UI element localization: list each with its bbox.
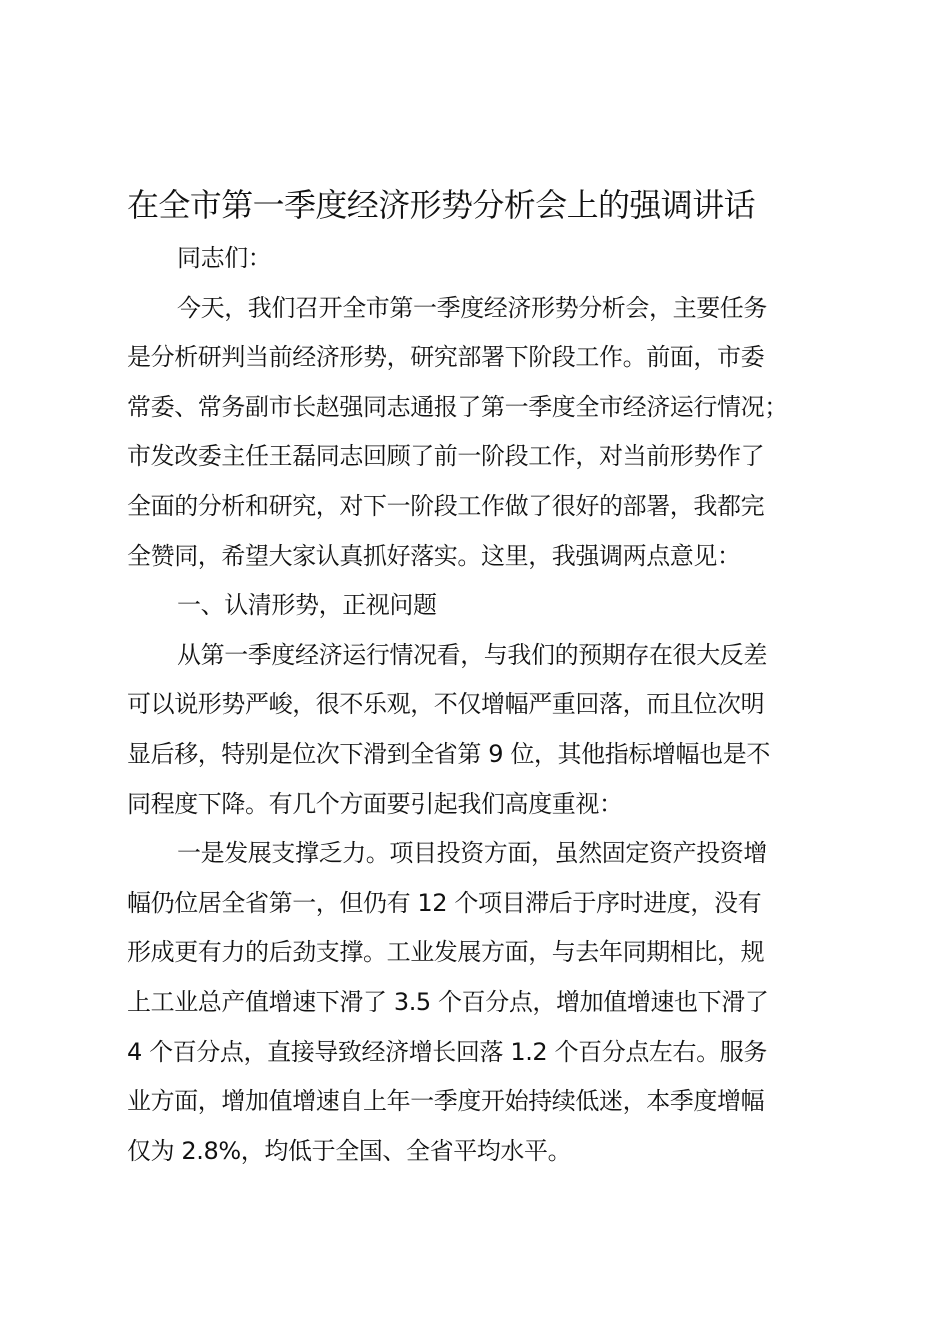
paragraph-line: 是分析研判当前经济形势，研究部署下阶段工作。前面，市委 [127,343,765,372]
paragraph-line: 从第一季度经济运行情况看，与我们的预期存在很大反差 [177,640,767,669]
paragraph-line: 同程度下降。有几个方面要引起我们高度重视： [127,789,623,818]
section-heading-1 [127,581,833,631]
paragraph-support [127,829,833,1176]
paragraph-line: 一是发展支撑乏力。项目投资方面，虽然固定资产投资增 [177,839,767,868]
paragraph-situation [127,631,833,829]
paragraph-line: 全赞同，希望大家认真抓好落实。这里，我强调两点意见： [127,541,741,570]
section-heading-text: 一、认清形势，正视问题 [177,591,437,620]
paragraph-line: 常委、常务副市长赵强同志通报了第一季度全市经济运行情况； [127,392,788,421]
document-page [127,176,833,1176]
document-title: 在全市第一季度经济形势分析会上的强调讲话 [127,186,756,224]
paragraph-line: 可以说形势严峻，很不乐观，不仅增幅严重回落，而且位次明 [127,690,765,719]
paragraph-line: 幅仍位居全省第一，但仍有 12 个项目滞后于序时进度，没有 [127,888,762,917]
paragraph-line: 全面的分析和研究，对下一阶段工作做了很好的部署，我都完 [127,491,765,520]
paragraph-line: 业方面，增加值增速自上年一季度开始持续低迷，本季度增幅 [127,1087,765,1116]
greeting-line: 同志们： [177,244,272,272]
paragraph-line: 市发改委主任王磊同志回顾了前一阶段工作，对当前形势作了 [127,442,765,471]
paragraph-line: 4 个百分点，直接导致经济增长回落 1.2 个百分点左右。服务 [127,1037,767,1066]
paragraph-line: 形成更有力的后劲支撑。工业发展方面，与去年同期相比，规 [127,938,765,967]
paragraph-line: 今天，我们召开全市第一季度经济形势分析会，主要任务 [177,293,767,322]
paragraph-intro [127,284,833,582]
paragraph-line: 显后移，特别是位次下滑到全省第 9 位，其他指标增幅也是不 [127,739,770,768]
paragraph-line: 上工业总产值增速下滑了 3.5 个百分点，增加值增速也下滑了 [127,987,769,1016]
paragraph-line: 仅为 2.8%，均低于全国、全省平均水平。 [127,1136,572,1165]
